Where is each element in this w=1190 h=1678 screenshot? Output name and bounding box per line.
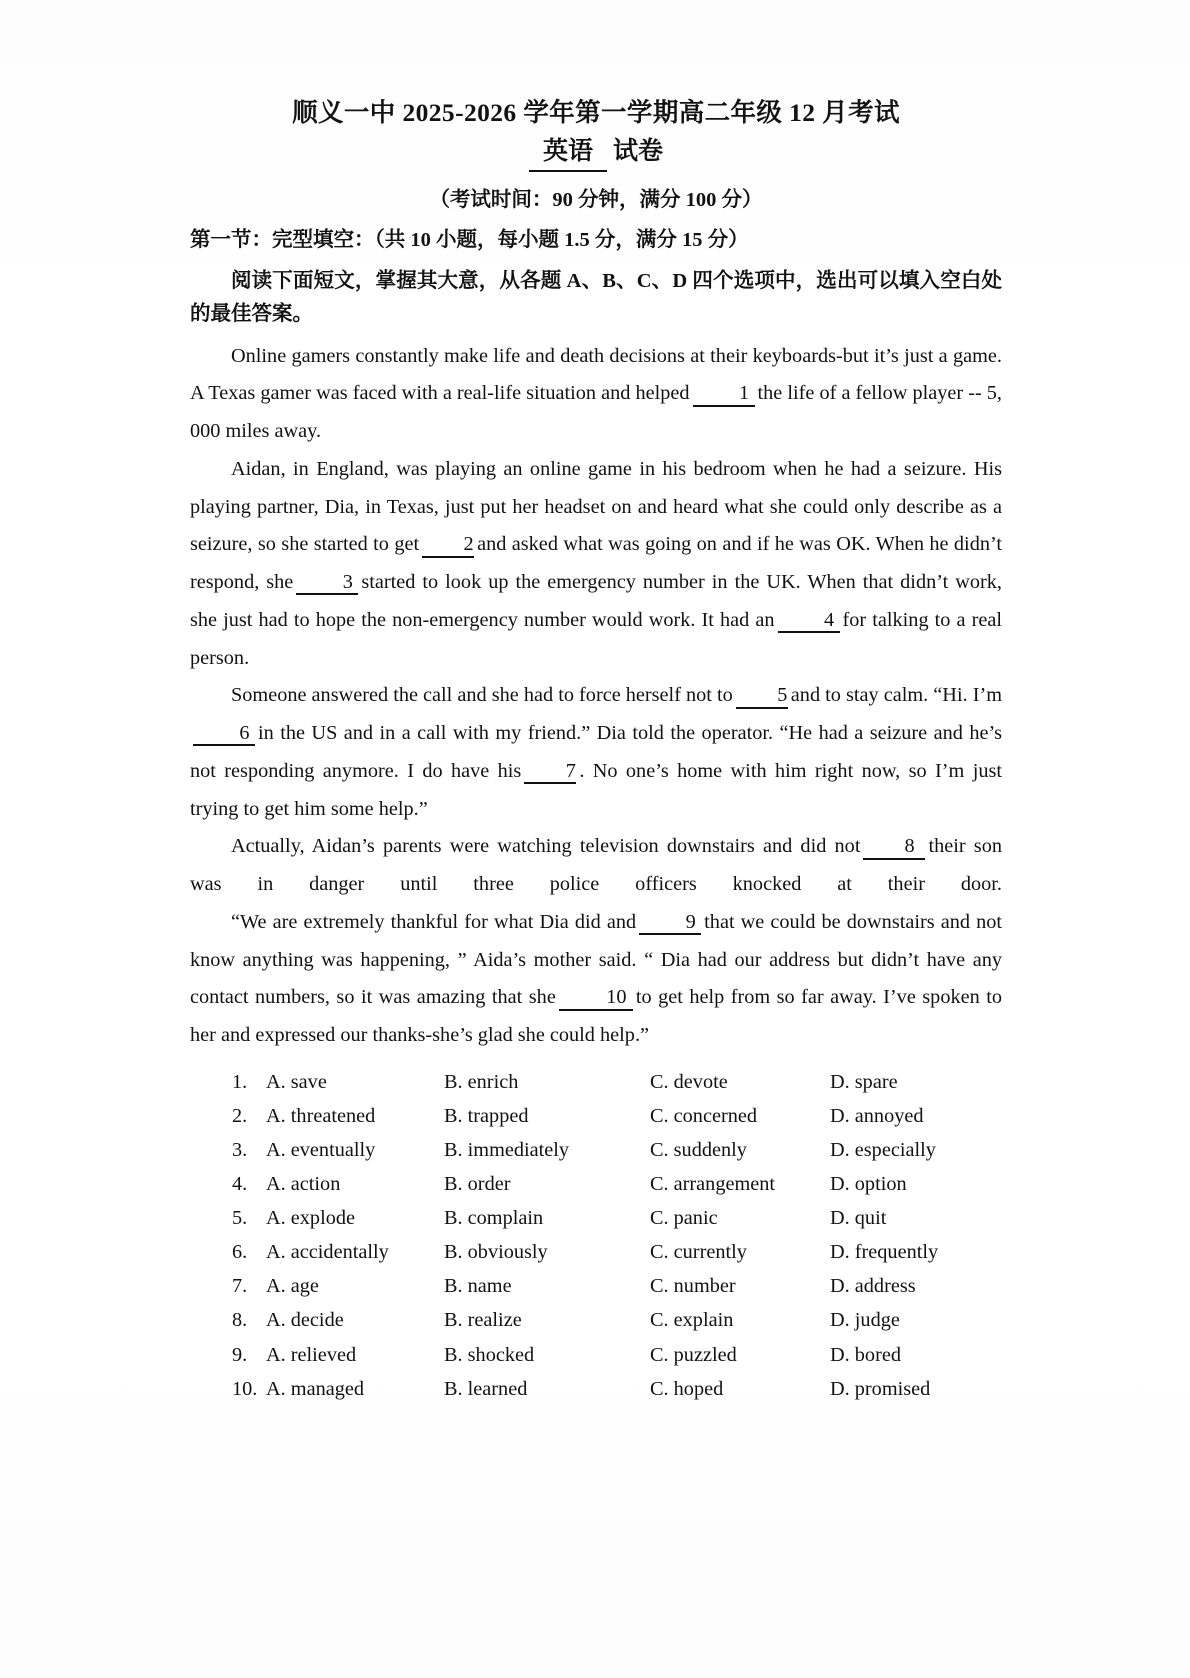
passage-paragraph-2 [190, 451, 1002, 678]
question-number: 10. [232, 1377, 258, 1400]
option-b[interactable]: B. shocked [444, 1343, 535, 1366]
option-a[interactable]: A. managed [266, 1377, 364, 1400]
option-d[interactable]: D. annoyed [830, 1104, 924, 1127]
question-row [232, 1167, 1002, 1201]
question-number: 4. [232, 1173, 248, 1196]
option-c[interactable]: C. puzzled [650, 1343, 737, 1366]
question-row [232, 1372, 1002, 1406]
option-c[interactable]: C. currently [650, 1241, 747, 1264]
option-a[interactable]: A. relieved [266, 1343, 357, 1366]
option-b[interactable]: B. obviously [444, 1241, 548, 1264]
cloze-blank-3[interactable]: 3 [296, 571, 358, 595]
passage-text: Online gamers constantly make life and death decisions at their keyboards-but it’s just a game. A Texas gamer was faced with a real-life situation and helped [190, 344, 1002, 405]
option-a[interactable]: A. eventually [266, 1138, 376, 1161]
passage-text: their son was in danger until three police officers knocked at their door. [190, 835, 1002, 896]
question-number: 6. [232, 1241, 248, 1264]
question-row [232, 1065, 1002, 1099]
cloze-blank-5[interactable]: 5 [736, 684, 788, 708]
option-c[interactable]: C. concerned [650, 1104, 757, 1127]
cloze-passage [190, 338, 1002, 1055]
passage-text: . No one’s home with him right now, so I’m just trying to get him some help.” [190, 759, 1002, 820]
cloze-blank-2[interactable]: 2 [422, 533, 474, 557]
passage-text: Actually, Aidan’s parents were watching television downstairs and did not [231, 835, 861, 858]
cloze-blank-10[interactable]: 10 [559, 986, 633, 1010]
option-a[interactable]: A. accidentally [266, 1241, 389, 1264]
option-c[interactable]: C. arrangement [650, 1173, 776, 1196]
passage-text: “We are extremely thankful for what Dia did and [231, 910, 637, 933]
passage-text: Aidan, in England, was playing an online game in his bedroom when he had a seizure. His playing partner, Dia, in Texas, just put her headset on and heard what she could only describe as a seizure, so she started to get [190, 457, 1002, 556]
option-d[interactable]: D. address [830, 1275, 916, 1298]
passage-paragraph-1 [190, 338, 1002, 451]
cloze-blank-1[interactable]: 1 [693, 382, 755, 406]
subject-name: 英语 [529, 134, 607, 172]
subject-title-line [190, 134, 1002, 172]
cloze-blank-8[interactable]: 8 [863, 835, 925, 859]
option-d[interactable]: D. spare [830, 1070, 898, 1093]
question-number: 9. [232, 1343, 248, 1366]
question-row [232, 1235, 1002, 1269]
passage-paragraph-3 [190, 677, 1002, 828]
option-c[interactable]: C. hoped [650, 1377, 724, 1400]
cloze-blank-7[interactable]: 7 [524, 760, 576, 784]
option-b[interactable]: B. order [444, 1173, 511, 1196]
question-row [232, 1099, 1002, 1133]
passage-text: in the US and in a call with my friend.” Dia told the operator. “He had a seizure and he’s not responding anymore. I do have his [190, 722, 1002, 782]
option-a[interactable]: A. save [266, 1070, 327, 1093]
question-number: 7. [232, 1275, 248, 1298]
exam-info: （考试时间：90 分钟，满分 100 分） [429, 189, 763, 212]
passage-text: Someone answered the call and she had to force herself not to [231, 684, 733, 707]
cloze-blank-9[interactable]: 9 [639, 911, 701, 935]
cloze-blank-4[interactable]: 4 [778, 609, 840, 633]
option-b[interactable]: B. name [444, 1275, 512, 1298]
question-row [232, 1133, 1002, 1167]
option-d[interactable]: D. especially [830, 1138, 936, 1161]
question-number: 2. [232, 1104, 248, 1127]
section-heading: 第一节：完型填空：（共 10 小题，每小题 1.5 分，满分 15 分） [190, 229, 749, 252]
passage-text: to get help from so far away. I’ve spoken to her and expressed our thanks-she’s glad she could help.” [190, 986, 1003, 1047]
option-a[interactable]: A. threatened [266, 1104, 376, 1127]
passage-text: started to look up the emergency number in the UK. When that didn’t work, she just had to hope the non-emergency number would work. It had an [190, 571, 1002, 631]
question-row [232, 1269, 1002, 1303]
passage-text: and to stay calm. “Hi. I’m [790, 684, 1002, 707]
option-d[interactable]: D. bored [830, 1343, 901, 1366]
option-a[interactable]: A. explode [266, 1207, 355, 1230]
question-number: 1. [232, 1070, 248, 1093]
option-a[interactable]: A. decide [266, 1309, 344, 1332]
option-a[interactable]: A. age [266, 1275, 319, 1298]
option-d[interactable]: D. promised [830, 1377, 931, 1400]
option-d[interactable]: D. option [830, 1173, 907, 1196]
question-row [232, 1303, 1002, 1337]
cloze-blank-6[interactable]: 6 [193, 722, 255, 746]
option-d[interactable]: D. frequently [830, 1241, 939, 1264]
option-d[interactable]: D. quit [830, 1207, 887, 1230]
option-c[interactable]: C. suddenly [650, 1138, 747, 1161]
option-c[interactable]: C. number [650, 1275, 736, 1298]
page-content [190, 96, 1002, 1406]
paper-word: 试卷 [613, 138, 664, 166]
passage-text: for talking to a real person. [190, 608, 1002, 669]
question-row [232, 1201, 1002, 1235]
passage-text: that we could be downstairs and not know anything was happening, ” Aida’s mother said. “ Dia had our address but didn’t have any contact numbers, so it was amazing that she [190, 910, 1002, 1009]
section-directions: 阅读下面短文，掌握其大意，从各题 A、B、C、D 四个选项中，选出可以填入空白处的最佳答案。 [190, 270, 1002, 326]
question-number: 3. [232, 1138, 248, 1161]
option-c[interactable]: C. panic [650, 1207, 718, 1230]
option-b[interactable]: B. learned [444, 1377, 528, 1400]
option-b[interactable]: B. enrich [444, 1070, 519, 1093]
page-title: 顺义一中 2025-2026 学年第一学期高二年级 12 月考试 [292, 98, 900, 127]
option-b[interactable]: B. realize [444, 1309, 522, 1332]
passage-text: the life of a fellow player -- 5, 000 miles away. [190, 382, 1002, 443]
passage-paragraph-5 [190, 904, 1002, 1055]
option-a[interactable]: A. action [266, 1173, 341, 1196]
option-c[interactable]: C. explain [650, 1309, 734, 1332]
question-number: 5. [232, 1207, 248, 1230]
question-number: 8. [232, 1309, 248, 1332]
question-row [232, 1338, 1002, 1372]
option-d[interactable]: D. judge [830, 1309, 900, 1332]
passage-paragraph-4 [190, 828, 1002, 904]
option-b[interactable]: B. complain [444, 1207, 544, 1230]
option-c[interactable]: C. devote [650, 1070, 728, 1093]
option-b[interactable]: B. immediately [444, 1138, 570, 1161]
option-b[interactable]: B. trapped [444, 1104, 529, 1127]
answer-options-list [232, 1065, 1002, 1406]
passage-text: and asked what was going on and if he was OK. When he didn’t respond, she [190, 533, 1002, 594]
